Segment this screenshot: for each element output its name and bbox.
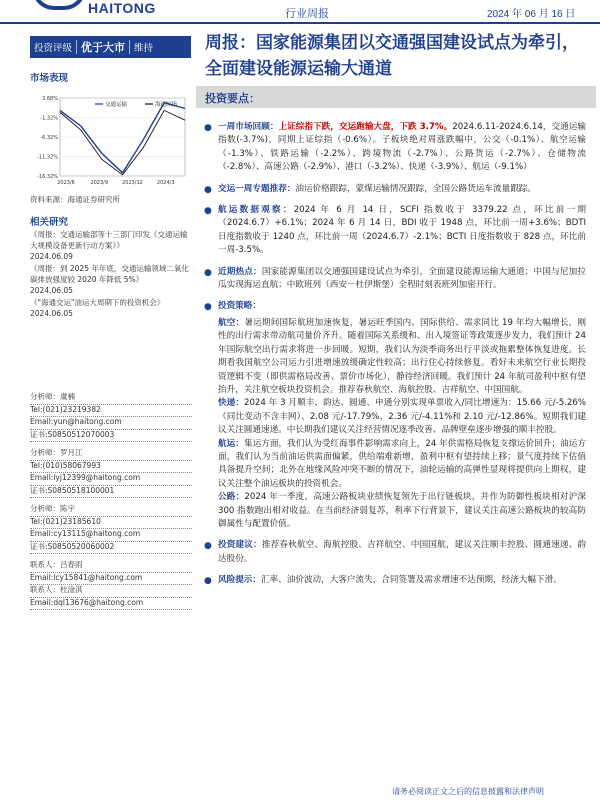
point-market-review: ● 一周市场回顾：上证综指下跌，交运跑输大盘，下跌 3.7%。2024.6.11-2024.6.14，交通运输指数(-3.7%)，同期上证综指（-0.6%）。子板块绝对周涨跌幅中，公交（-0.1%）、航空运输（-1.3%）、铁路运输（-2.2%）、跨境物流（-2.7%）、公路货运（-2.7%）、仓储物流（-2.8%）、高速公路（-2.9%）、港口（-3.2%）、快递（-3.9%）、航运（-9.1%） — [204, 122, 586, 173]
contact-email[interactable]: Email:lcy15841@haitong.com — [30, 573, 192, 586]
analyst-card — [30, 504, 192, 554]
strategy-highway: 公路：2024 年一季度，高速公路板块业绩恢复领先于出行链板块，并作为防御性板块相对沪深 300 指数跑出相对收益。在当前经济弱复苏，利率下行背景下，建议关注高速公路板块的较高防御属性与配置价值。 — [218, 492, 586, 529]
y-tick-label: -6.32% — [40, 135, 58, 141]
contact-email[interactable]: Email:dql13676@haitong.com — [30, 598, 192, 611]
point-topic: ● 交运一周专题推荐：油运价格跟踪，蒙煤运输情况跟踪，全国公路货运车流量跟踪。 — [204, 183, 586, 196]
x-tick-label: 2023/9 — [90, 180, 109, 186]
market-chart-svg — [30, 90, 190, 190]
analyst-list — [30, 392, 192, 616]
point-risk: ● 风险提示：汇率、油价波动，大客户流失，合同签署及需求增速不达预期，经济大幅下滑。 — [204, 574, 586, 587]
analyst-card — [30, 392, 192, 442]
report-title: 周报：国家能源集团以交通强国建设试点为牵引，全面建设能源运输大通道 — [205, 33, 579, 79]
related-section-title: 相关研究 — [30, 217, 69, 228]
rating-value: 优于大市 — [81, 41, 126, 54]
rating-bar — [30, 36, 191, 58]
bullet-icon: ● — [204, 302, 212, 313]
rating-label: 投资评级 — [34, 43, 73, 54]
analyst-tel: Tel:(021)23219382 — [30, 405, 192, 418]
analyst-email[interactable]: Email:cy13115@haitong.com — [30, 529, 192, 542]
y-tick-label: -16.32% — [37, 174, 58, 180]
analyst-cert: 证书:S0850518100001 — [30, 486, 192, 499]
analyst-name: 分析师：陈宇 — [30, 504, 192, 517]
bullet-icon: ● — [204, 123, 212, 133]
contact-name: 联系人：吕春雨 — [30, 560, 192, 573]
related-item[interactable]: 《"海通交运"油运大周期下的投资机会》 2024.06.05 — [30, 298, 165, 318]
strategy-shipping: 航运：集运方面，我们认为受红海事件影响需求向上，24 年供需格局恢复支撑运价回升；油运方面，我们认为当前油运供需面偏紧，供给端难新增，盈利中枢有望持续上移；景气度持续下估值具备提升空间；北外在地缘风险冲突不断的情况下，油轮运输的高弹性显现将提供向上期权，建议关注整个油运板块的投资机会。 — [218, 438, 586, 489]
analyst-tel: Tel:(010)58067993 — [30, 461, 192, 474]
point-investment-advice: ● 投资建议：推荐春秋航空、海航控股、吉祥航空、中国国航，建议关注顺丰控股、圆通速递、韵达股份。 — [204, 540, 586, 564]
logo-text: HAITONG — [88, 0, 156, 16]
x-tick-label: 2024/3 — [156, 180, 175, 186]
contact-card — [30, 560, 192, 610]
y-tick-label: -11.32% — [37, 154, 58, 161]
disclaimer-footer: 请务必阅读正文之后的信息披露和法律声明 — [392, 787, 544, 796]
analyst-cert: 证书:S0850520060002 — [30, 542, 192, 555]
x-tick-label: 2023/12 — [122, 180, 143, 186]
x-tick-label: 2023/6 — [57, 180, 75, 186]
bullet-icon: ● — [204, 541, 212, 552]
market-section-title: 市场表现 — [30, 73, 69, 84]
legend-label: 交通运输 — [105, 102, 128, 108]
related-item[interactable]: 《周报：到 2025 年年底，交通运输领域二氧化碳排放强度较 2020 年降低 5%》 2024.06.05 — [30, 264, 189, 295]
market-chart — [30, 90, 190, 190]
y-tick-label: 3.68% — [42, 96, 58, 102]
bullet-icon: ● — [204, 267, 212, 278]
haitong-logo-icon — [32, 0, 86, 10]
related-item[interactable]: 《周报：交通运输部等十三部门印发《交通运输大规模设备更新行动方案》》 2024.06.09 — [30, 230, 188, 261]
point-hot-topics: ● 近期热点：国家能源集团以交通强国建设试点为牵引，全面建设能源运输大通道；中国与尼加拉瓜实现海运直航；中欧班列（西安－杜伊斯堡）全程时刻表班列加密开行。 — [204, 266, 586, 291]
analyst-name: 分析师：虞楠 — [30, 392, 192, 405]
related-list — [30, 229, 192, 320]
point-strategy: ● 投资策略： — [204, 300, 586, 313]
analyst-cert: 证书:S0850512070003 — [30, 430, 192, 443]
report-category: 行业周报 — [285, 7, 329, 20]
rating-status: 维持 — [134, 43, 154, 54]
bullet-icon: ● — [204, 184, 212, 195]
analyst-name: 分析师：罗月江 — [30, 448, 192, 461]
strategy-express: 快递：2024 年 3 月顺丰、韵达、圆通、申通分别实现单票收入/同比增速为：15.66 元/-5.26%（同比变动不含丰网）、2.08 元/-17.79%、2.36 元/-4.11%和 2.10 元/-12.86%。短期我们建议关注圆通速递。中长期我们建议关注经营情况逐季改善、品牌壁垒逐步增强的顺丰控股。 — [218, 398, 586, 436]
series-line-0 — [60, 103, 185, 173]
point-shipping-data: ● 航运数据观察：2024 年 6 月 14 日，SCFI 指数收于 3379.22 点，环比前一期（2024.6.7）+6.1%；2024 年 6 月 14 日，BDI 收于 1948 点，环比前一周+3.6%；BDTI 日度指数收于 1240 点，环比前一周（2024.6.7）-2.1%；BCTI 日度指数收于 828 点，环比前一周-3.5%。 — [204, 205, 586, 256]
series-line-1 — [60, 110, 185, 174]
legend-label: 海通综指 — [155, 102, 178, 108]
chart-source: 资料来源：海通证券研究所 — [30, 195, 120, 204]
analyst-card — [30, 448, 192, 498]
key-points-title: 投资要点： — [205, 92, 260, 105]
bullet-icon: ● — [204, 206, 212, 217]
analyst-email[interactable]: Email:yun@haitong.com — [30, 417, 192, 430]
strategy-aviation: 航空：暑运期间国际航班加速恢复，暑运旺季国内、国际供给、需求同比 19 年均大幅增长，刚性的出行需求带动航司量价齐升。随着国际关系缓和、出入境签证等政策逐步发力，我们预计 24 年国际航空出行需求将进一步回暖。短期，我们认为淡季商务出行平淡或拖累整体恢复进度。长期看我国航空公司运力引进增速放缓确定性较高；出行住心持续修复。看好未来航空行业长期投资逻辑不变（即供需格局改善、票价市场化），静待经济回暖。我们预计 24 年航司盈利中枢有望抬升，关注航空板块投资机会。推荐春秋航空、海航控股、吉祥航空、中国国航。 — [218, 317, 586, 395]
y-tick-label: -1.32% — [40, 115, 58, 122]
bullet-icon: ● — [204, 576, 212, 587]
analyst-tel: Tel:(021)23185610 — [30, 517, 192, 530]
header-divider — [0, 22, 600, 24]
analyst-email[interactable]: Email:lyj12399@haitong.com — [30, 473, 192, 486]
report-date: 2024 年 06 月 16 日 — [487, 9, 576, 20]
key-points-body — [204, 121, 586, 596]
contact-name: 联系人：杜淦淇 — [30, 585, 192, 598]
